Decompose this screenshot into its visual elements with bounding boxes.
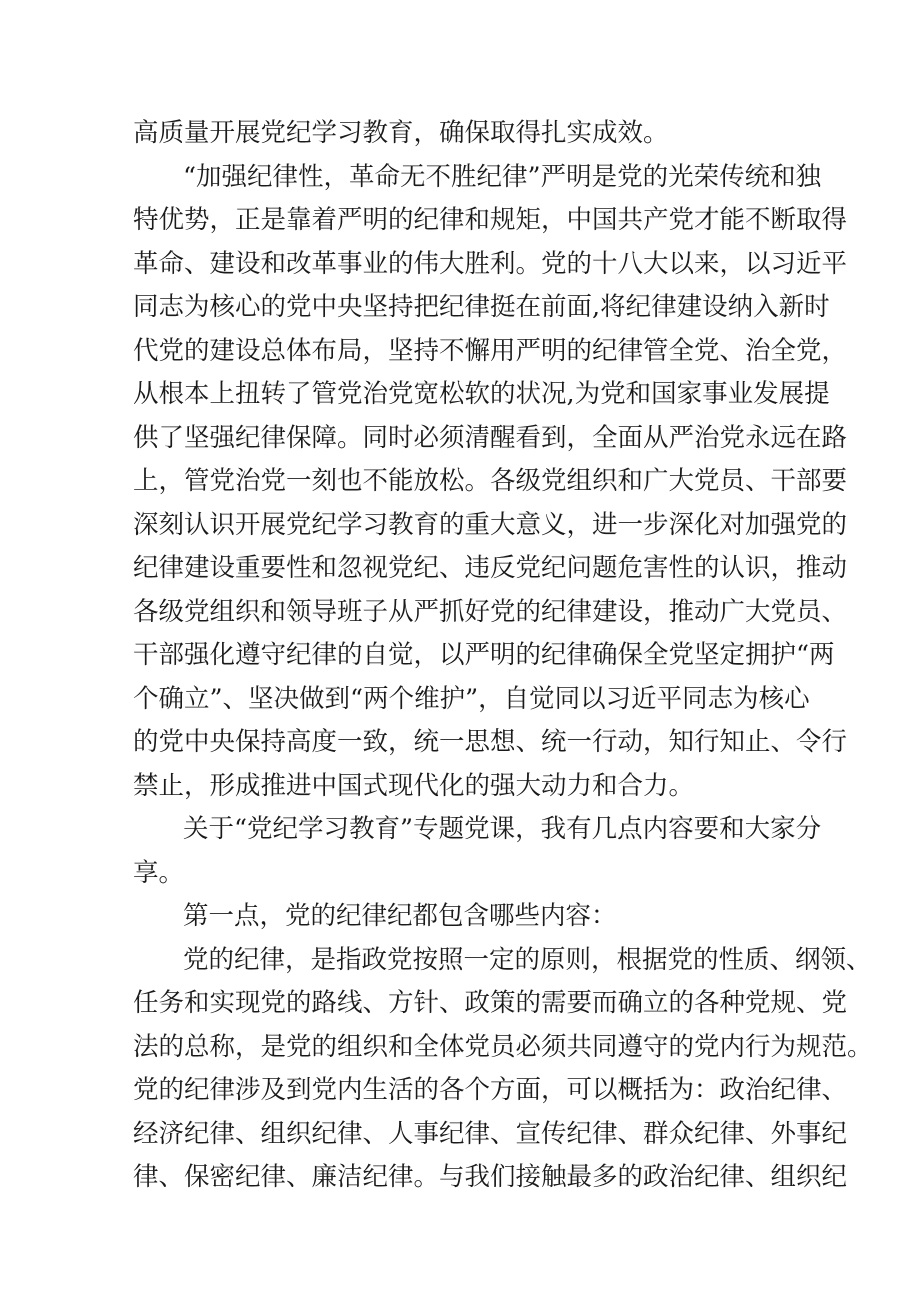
text-line: 革命、建设和改革事业的伟大胜利。党的十八大以来，以习近平 [133,248,848,279]
text-line: 党的纪律涉及到党内生活的各个方面，可以概括为：政治纪律、 [133,1075,848,1105]
text-line: 第一点，党的纪律纪都包含哪些内容： [183,901,617,931]
text-line: 经济纪律、组织纪律、人事纪律、宣传纪律、群众纪律、外事纪 [133,1118,848,1149]
text-line: 任务和实现党的路线、方针、政策的需要而确立的各种党规、党 [133,988,848,1018]
text-line: 各级党组织和领导班子从严抓好党的纪律建设，推动广大党员、 [133,596,848,627]
text-line: 干部强化遵守纪律的自觉，以严明的纪律确保全党坚定拥护“两 [133,640,835,670]
body-text [133,112,873,1200]
text-line: 党的纪律，是指政党按照一定的原则，根据党的性质、纲领、 [183,944,872,975]
text-line: 深刻认识开展党纪学习教育的重大意义，进一步深化对加强党的 [133,509,848,540]
text-line: 法的总称，是党的组织和全体党员必须共同遵守的党内行为规范。 [133,1031,873,1062]
text-line: 律、保密纪律、廉洁纪律。与我们接触最多的政治纪律、组织纪 [133,1162,848,1192]
text-line: 高质量开展党纪学习教育，确保取得扎实成效。 [133,118,669,148]
text-line: 代党的建设总体布局，坚持不懈用严明的纪律管全党、治全党， [133,335,848,366]
text-line: 禁止，形成推进中国式现代化的强大动力和合力。 [133,770,695,801]
text-line: 从根本上扭转了管党治党宽松软的状况,为党和国家事业发展提 [133,379,830,409]
text-line: 个确立”、坚决做到“两个维护”，自觉同以习近平同志为核心 [133,683,810,714]
text-line: 供了坚强纪律保障。同时必须清醒看到，全面从严治党永远在路 [133,422,848,453]
text-line: 特优势，正是靠着严明的纪律和规矩，中国共产党才能不断取得 [133,205,848,235]
text-line: 上，管党治党一刻也不能放松。各级党组织和广大党员、干部要 [133,466,848,496]
text-line: 享。 [133,857,185,888]
text-line: 的党中央保持高度一致，统一思想、统一行动，知行知止、令行 [133,727,848,757]
text-line: 纪律建设重要性和忽视党纪、违反党纪问题危害性的认识，推动 [133,553,848,583]
text-line: 关于“党纪学习教育”专题党课，我有几点内容要和大家分 [183,814,822,844]
text-line: “加强纪律性，革命无不胜纪律”严明是党的光荣传统和独 [183,161,822,192]
text-line: 同志为核心的党中央坚持把纪律挺在前面,将纪律建设纳入新时 [133,292,830,322]
